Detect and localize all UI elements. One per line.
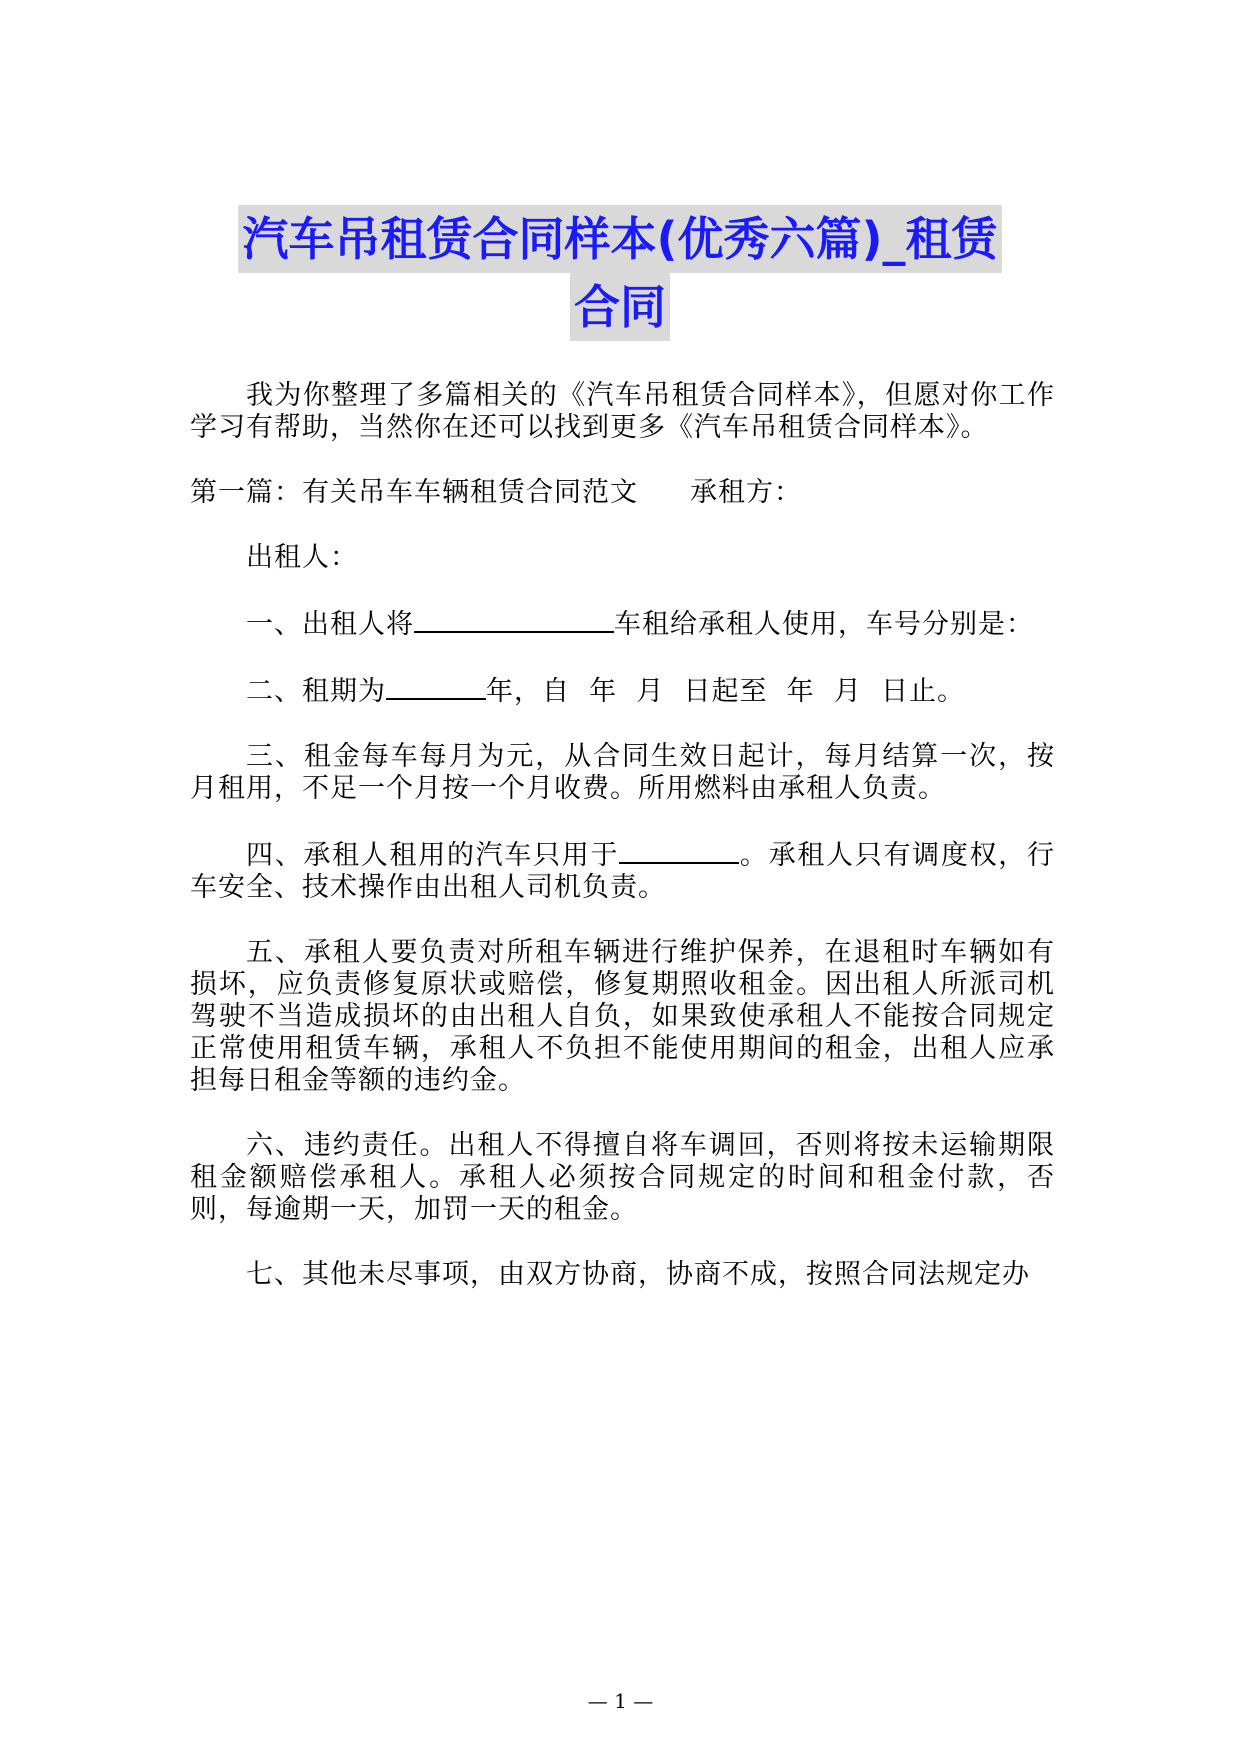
fill-blank-vehicle xyxy=(414,607,614,633)
clause-4 xyxy=(190,838,1055,904)
clause-2-end: 年，自 年 月 日起至 年 月 日止。 xyxy=(486,676,965,707)
section-heading: 第一篇：有关吊车车辆租赁合同范文 xyxy=(190,477,638,508)
fill-blank-term xyxy=(386,674,486,700)
document-body xyxy=(190,380,1055,1324)
clause-4-start: 四、承租人租用的汽车只用于 xyxy=(246,840,620,871)
clause-7: 七、其他未尽事项，由双方协商，协商不成，按照合同法规定办 xyxy=(246,1259,1030,1290)
intro-paragraph: 我为你整理了多篇相关的《汽车吊租赁合同样本》，但愿对你工作学习有帮助，当然你在还可以找到更多《汽车吊租赁合同样本》。 xyxy=(190,380,1055,443)
fill-blank-purpose xyxy=(619,838,739,864)
lessor-label: 出租人： xyxy=(246,542,358,573)
clause-3: 三、租金每车每月为元，从合同生效日起计，每月结算一次，按月租用，不足一个月按一个月收费。所用燃料由承租人负责。 xyxy=(190,741,1055,804)
page-number: — 1 — xyxy=(587,1689,654,1713)
clause-1-end: 车租给承租人使用，车号分别是： xyxy=(614,609,1034,640)
clause-1 xyxy=(190,607,1055,641)
clause-4-end: 。承租人只有调度权，行车安全、技术操作由出租人司机负责。 xyxy=(190,840,1056,903)
clause-6: 六、违约责任。出租人不得擅自将车调回，否则将按未运输期限租金额赔偿承租人。承租人必须按合同规定的时间和租金付款，否则，每逾期一天，加罚一天的租金。 xyxy=(190,1130,1055,1225)
clause-5: 五、承租人要负责对所租车辆进行维护保养，在退租时车辆如有损坏，应负责修复原状或赔偿，修复期照收租金。因出租人所派司机驾驶不当造成损坏的由出租人自负，如果致使承租人不能按合同规定正常使用租赁车辆，承租人不负担不能使用期间的租金，出租人应承担每日租金等额的违约金。 xyxy=(190,937,1055,1096)
clause-1-start: 一、出租人将 xyxy=(246,609,414,640)
document-title xyxy=(190,205,1050,341)
clause-2-start: 二、租期为 xyxy=(246,676,386,707)
clause-2 xyxy=(190,674,1055,708)
lessee-label: 承租方： xyxy=(690,477,802,508)
section-heading-line xyxy=(190,477,1055,509)
title-line-1: 汽车吊租赁合同样本(优秀六篇)_租赁 xyxy=(238,205,1001,273)
title-line-2: 合同 xyxy=(570,273,670,341)
